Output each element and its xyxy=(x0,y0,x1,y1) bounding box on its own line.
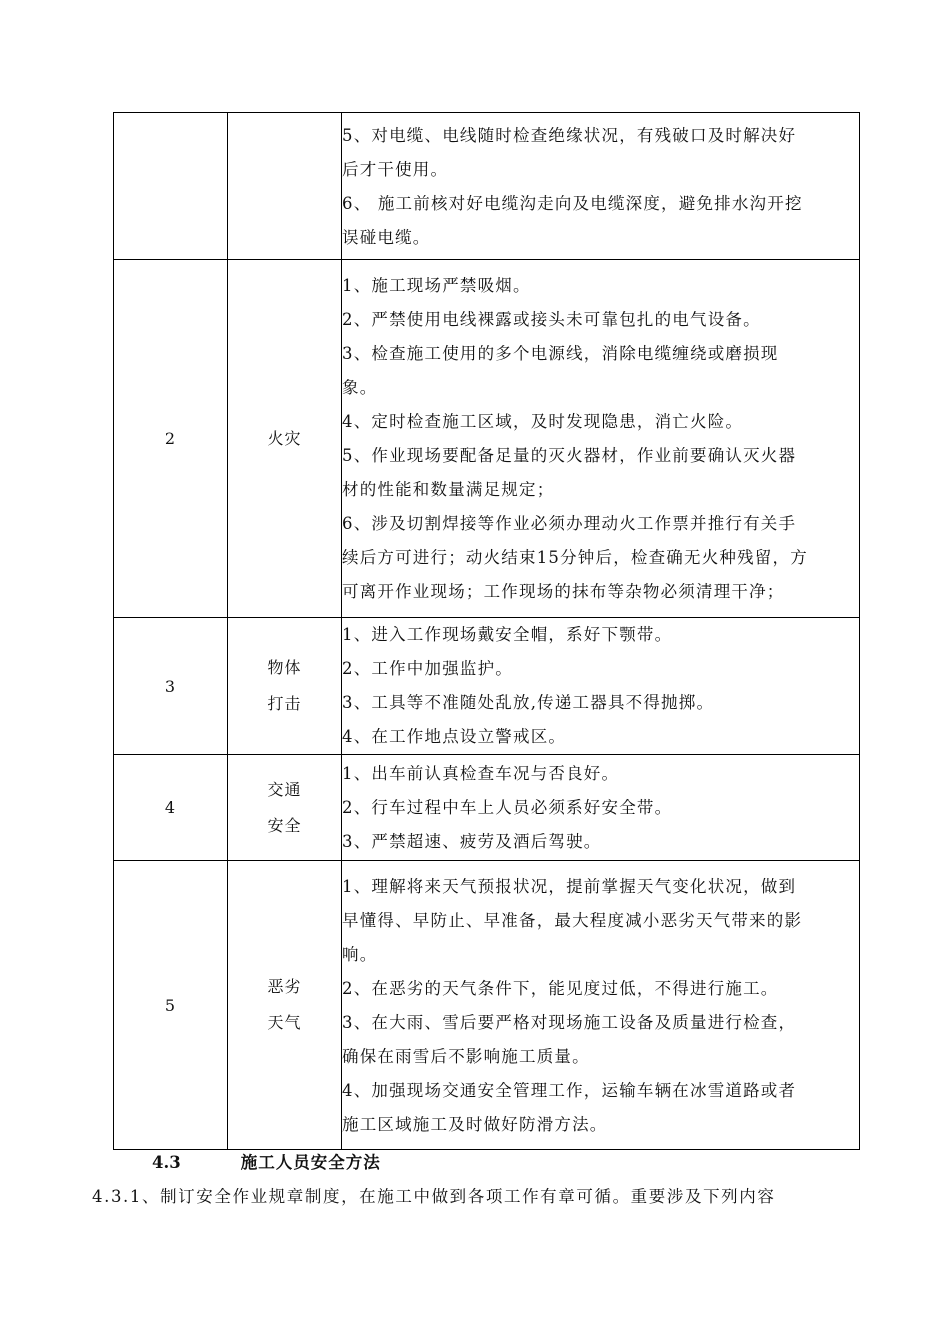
table-body xyxy=(114,113,860,1150)
measure-line: 响。 xyxy=(342,944,378,964)
measure-line: 5、作业现场要配备足量的灭火器材，作业前要确认灭火器 xyxy=(342,446,797,465)
measure-line: 材的性能和数量满足规定； xyxy=(342,480,555,499)
table-row xyxy=(114,113,860,260)
measure-line: 2、行车过程中车上人员必须系好安全带。 xyxy=(342,797,673,817)
hazard-category-cell xyxy=(228,861,342,1150)
measure-line: 2、严禁使用电线裸露或接头未可靠包扎的电气设备。 xyxy=(342,310,761,329)
measures-cell xyxy=(342,618,860,755)
measure-line: 4、定时检查施工区域，及时发现隐患，消亡火险。 xyxy=(342,412,744,431)
measure-line: 4、加强现场交通安全管理工作，运输车辆在冰雪道路或者 xyxy=(342,1080,797,1100)
measures-cell xyxy=(342,755,860,861)
category-label: 火灾 xyxy=(267,428,302,448)
measure-line: 3、检查施工使用的多个电源线，消除电缆缠绕或磨损现 xyxy=(342,344,779,363)
category-label: 安全 xyxy=(267,815,302,835)
table-row xyxy=(114,755,860,861)
measure-line: 4、在工作地点设立警戒区。 xyxy=(342,727,567,746)
hazard-category-cell xyxy=(228,113,342,260)
measure-line: 后才干使用。 xyxy=(342,159,449,179)
measure-line: 误碰电缆。 xyxy=(342,227,431,247)
measure-line: 2、在恶劣的天气条件下，能见度过低，不得进行施工。 xyxy=(342,978,779,998)
body-paragraph: 4.3.1、制订安全作业规章制度，在施工中做到各项工作有章可循。重要涉及下列内容 xyxy=(92,1187,776,1206)
safety-measures-table xyxy=(113,112,860,1150)
measure-line: 2、工作中加强监护。 xyxy=(342,659,513,678)
hazard-category-cell xyxy=(228,755,342,861)
row-number-cell xyxy=(114,113,228,260)
row-number-cell: 5 xyxy=(114,861,228,1150)
measure-line: 象。 xyxy=(342,378,378,397)
measure-line: 1、施工现场严禁吸烟。 xyxy=(342,276,531,295)
measure-line: 6、 施工前核对好电缆沟走向及电缆深度，避免排水沟开挖 xyxy=(342,193,803,213)
category-label: 交通 xyxy=(267,779,302,799)
row-number-cell: 3 xyxy=(114,618,228,755)
row-number-cell: 4 xyxy=(114,755,228,861)
category-label: 物体 xyxy=(267,658,302,677)
section-heading xyxy=(152,1149,381,1173)
section-title: 施工人员安全方法 xyxy=(240,1153,381,1172)
measure-line: 1、出车前认真检查车况与否良好。 xyxy=(342,763,620,783)
hazard-category-cell xyxy=(228,618,342,755)
table-row xyxy=(114,618,860,755)
measure-line: 1、进入工作现场戴安全帽，系好下颚带。 xyxy=(342,625,673,644)
measure-line: 6、涉及切割焊接等作业必须办理动火工作票并推行有关手 xyxy=(342,514,797,533)
measure-line: 3、严禁超速、疲劳及酒后驾驶。 xyxy=(342,831,602,851)
section-number: 4.3 xyxy=(152,1153,181,1172)
measures-cell xyxy=(342,861,860,1150)
measure-line: 3、工具等不准随处乱放,传递工器具不得抛掷。 xyxy=(342,693,715,712)
table-row xyxy=(114,861,860,1150)
measure-line: 5、对电缆、电线随时检查绝缘状况，有残破口及时解决好 xyxy=(342,125,797,145)
category-label: 打击 xyxy=(267,694,302,713)
table-row xyxy=(114,260,860,618)
row-number-cell: 2 xyxy=(114,260,228,618)
measure-line: 1、理解将来天气预报状况，提前掌握天气变化状况，做到 xyxy=(342,876,797,896)
measure-line: 确保在雨雪后不影响施工质量。 xyxy=(342,1046,590,1066)
measures-cell xyxy=(342,113,860,260)
measure-line: 续后方可进行；动火结束15分钟后，检查确无火种残留，方 xyxy=(342,548,808,567)
measure-line: 早懂得、早防止、早准备，最大程度减小恶劣天气带来的影 xyxy=(342,910,803,930)
measure-line: 可离开作业现场；工作现场的抹布等杂物必须清理干净； xyxy=(342,582,785,601)
hazard-category-cell xyxy=(228,260,342,618)
category-label: 恶劣 xyxy=(267,977,302,996)
category-label: 天气 xyxy=(267,1013,302,1032)
measure-line: 施工区域施工及时做好防滑方法。 xyxy=(342,1114,608,1134)
measures-cell xyxy=(342,260,860,618)
measure-line: 3、在大雨、雪后要严格对现场施工设备及质量进行检查， xyxy=(342,1012,797,1032)
